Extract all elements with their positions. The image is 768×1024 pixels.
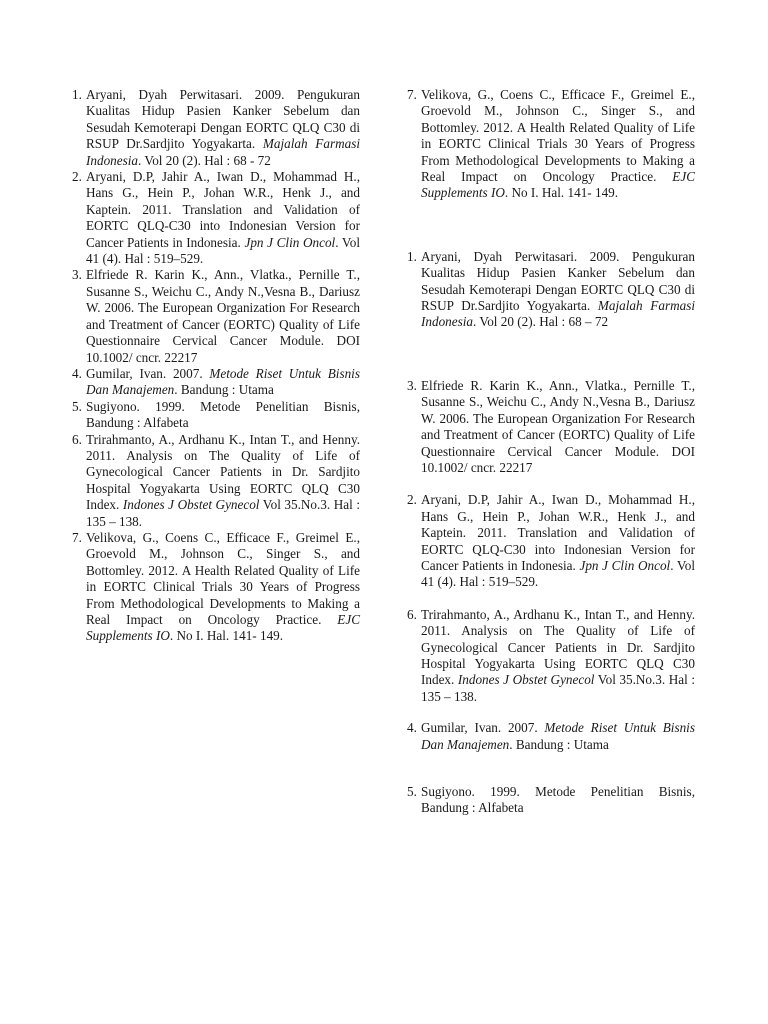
reference-text: Sugiyono. 1999. Metode Penelitian Bisnis, Bandung : Alfabeta (421, 784, 695, 816)
reference-journal: Metode Riset Untuk Bisnis Dan Manajemen (86, 365, 360, 398)
reference-text: Elfriede R. Karin K., Ann., Vlatka., Pernille T., Susanne S., Weichu C., Andy N.,Vesna B., Dariusz W. 2006. The European Organization For Research and Treatment of Cancer (EORTC) Quality of Life Questionnaire Cervical Cancer Module. DOI 10.1002/ cncr. 22217 (421, 377, 695, 475)
reference-number: 3. (72, 267, 82, 283)
reference-journal: Jpn J Clin Oncol (244, 234, 336, 250)
reference-details: . No I. Hal. 141- 149. (504, 185, 619, 201)
reference-item (407, 720, 695, 753)
reference-item (72, 169, 360, 267)
reference-item (72, 530, 360, 645)
reference-item (72, 366, 360, 399)
reference-item (72, 267, 360, 365)
reference-number: 2. (407, 492, 417, 508)
reference-details: . Bandung : Utama (509, 736, 609, 752)
reference-item (407, 249, 695, 331)
reference-journal: Indones J Obstet Gynecol (457, 672, 595, 688)
reference-item (407, 378, 695, 476)
reference-item (407, 87, 695, 202)
reference-details: . Vol 20 (2). Hal : 68 - 72 (138, 152, 271, 168)
reference-number: 4. (72, 365, 82, 381)
reference-details: Vol 35.No.3. Hal : 135 – 138. (421, 672, 695, 704)
reference-number: 6. (72, 431, 82, 447)
reference-details: . No I. Hal. 141- 149. (169, 628, 284, 644)
reference-number: 2. (72, 169, 82, 185)
reference-item (72, 87, 360, 169)
reference-text: Gumilar, Ivan. 2007. (421, 720, 545, 736)
reference-journal: Majalah Farmasi Indonesia (421, 298, 695, 330)
reference-journal: Majalah Farmasi Indonesia (86, 136, 360, 168)
reference-journal: EJC Supplements IO (86, 612, 360, 644)
reference-text: Trirahmanto, A., Ardhanu K., Intan T., and Henny. 2011. Analysis on The Quality of Life of Gynecological Cancer Patients in Dr. Sardjito Hospital Yogyakarta Using EORTC QLQ C30 Index. (86, 431, 360, 513)
reference-details: . Vol 20 (2). Hal : 68 – 72 (473, 314, 609, 330)
reference-journal: EJC Supplements IO (421, 169, 695, 201)
reference-number: 7. (72, 529, 82, 545)
reference-text: Aryani, Dyah Perwitasari. 2009. Pengukuran Kualitas Hidup Pasien Kanker Sebelum dan Sesudah Kemoterapi Dengan EORTC QLQ C30 di RSUP Dr.Sardjito Yogyakarta. (86, 87, 360, 152)
reference-text: Velikova, G., Coens C., Efficace F., Greimel E., Groevold M., Johnson C., Singer S., and Bottomley. 2012. A Health Related Quality of Life in EORTC Clinical Trials 30 Years of Progress From Methodological Developments to Making a Real Impact on Oncology Practice. (421, 87, 695, 185)
reference-details: . Bandung : Utama (174, 382, 274, 398)
reference-number: 1. (407, 248, 417, 264)
reference-details: . Vol 41 (4). Hal : 519–529. (86, 234, 360, 267)
reference-number: 5. (72, 398, 82, 414)
reference-details: Vol 35.No.3. Hal : 135 – 138. (86, 497, 360, 529)
reference-text: Gumilar, Ivan. 2007. (86, 365, 210, 381)
reference-details: . Vol 41 (4). Hal : 519–529. (421, 557, 695, 590)
reference-item (407, 607, 695, 705)
reference-journal: Jpn J Clin Oncol (579, 557, 671, 573)
reference-item (407, 492, 695, 590)
reference-text: Aryani, Dyah Perwitasari. 2009. Pengukuran Kualitas Hidup Pasien Kanker Sebelum dan Sesudah Kemoterapi Dengan EORTC QLQ C30 di RSUP Dr.Sardjito Yogyakarta. (421, 248, 695, 314)
reference-list-left (72, 87, 360, 645)
reference-list-right (407, 87, 695, 817)
reference-number: 6. (407, 606, 417, 622)
reference-text: Aryani, D.P, Jahir A., Iwan D., Mohammad H., Hans G., Hein P., Johan W.R., Henk J., and Kaptein. 2011. Translation and Validation of EORTC QLQ-C30 into Indonesian Version for Cancer Patients in Indonesia. (86, 169, 360, 250)
reference-number: 4. (407, 720, 417, 736)
reference-journal: Metode Riset Untuk Bisnis Dan Manajemen (421, 720, 695, 752)
reference-text: Trirahmanto, A., Ardhanu K., Intan T., and Henny. 2011. Analysis on The Quality of Life of Gynecological Cancer Patients in Dr. Sardjito Hospital Yogyakarta Using EORTC QLQ C30 Index. (421, 606, 695, 688)
reference-item (72, 399, 360, 432)
reference-text: Velikova, G., Coens C., Efficace F., Greimel E., Groevold M., Johnson C., Singer S., and Bottomley. 2012. A Health Related Quality of Life in EORTC Clinical Trials 30 Years of Progress From Methodological Developments to Making a Real Impact on Oncology Practice. (86, 529, 360, 627)
reference-number: 7. (407, 87, 417, 102)
reference-number: 3. (407, 377, 417, 393)
reference-item (72, 432, 360, 530)
reference-number: 1. (72, 87, 82, 102)
reference-text: Aryani, D.P, Jahir A., Iwan D., Mohammad H., Hans G., Hein P., Johan W.R., Henk J., and Kaptein. 2011. Translation and Validation of EORTC QLQ-C30 into Indonesian Version for Cancer Patients in Indonesia. (421, 492, 695, 573)
reference-journal: Indones J Obstet Gynecol (122, 497, 260, 513)
reference-item (407, 784, 695, 817)
reference-text: Elfriede R. Karin K., Ann., Vlatka., Pernille T., Susanne S., Weichu C., Andy N.,Vesna B., Dariusz W. 2006. The European Organization For Research and Treatment of Cancer (EORTC) Quality of Life Questionnaire Cervical Cancer Module. DOI 10.1002/ cncr. 22217 (86, 267, 360, 365)
reference-number: 5. (407, 784, 417, 799)
reference-text: Sugiyono. 1999. Metode Penelitian Bisnis, Bandung : Alfabeta (86, 398, 360, 431)
